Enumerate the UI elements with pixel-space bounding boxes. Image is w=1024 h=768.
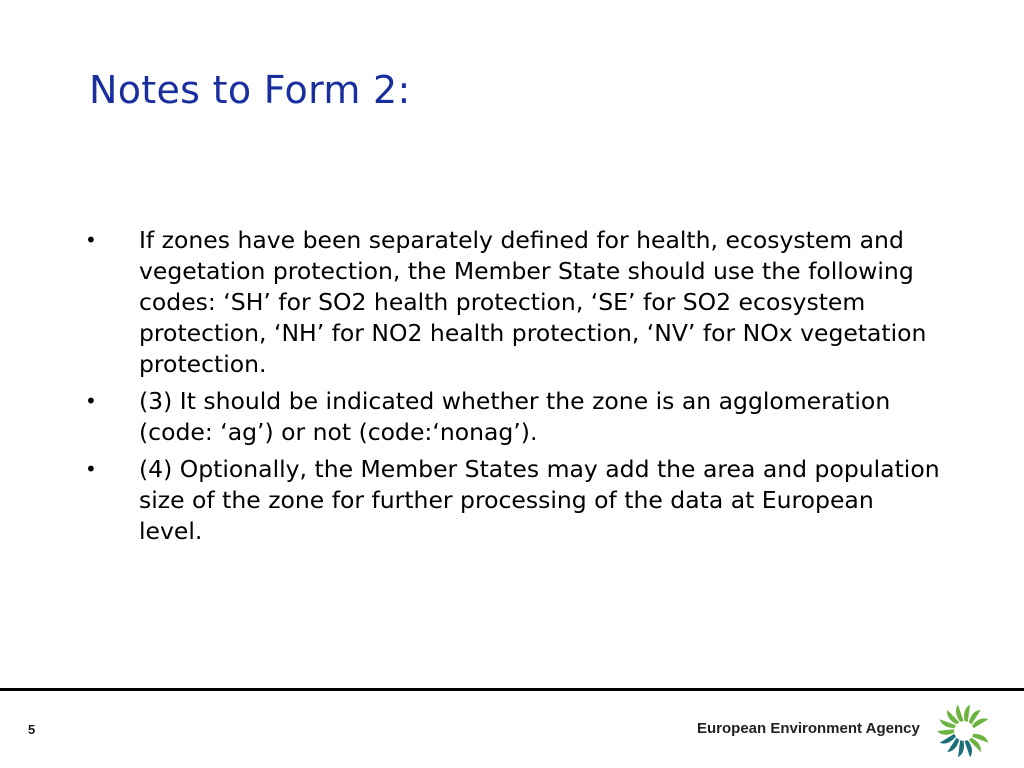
logo-petal	[964, 705, 970, 722]
logo-petal	[956, 705, 964, 722]
slide-title: Notes to Form 2:	[89, 68, 411, 112]
bullet-text: (3) It should be indicated whether the zone is an agglomeration (code: ‘ag’) or not (code:‘nonag’).	[139, 387, 891, 446]
agency-name: European Environment Agency	[697, 720, 920, 737]
logo-petal	[972, 718, 988, 728]
logo-petal	[940, 734, 956, 744]
bullet-item-area-population	[84, 454, 944, 547]
logo-petal	[958, 740, 964, 757]
bullet-text: (4) Optionally, the Member States may add the area and population size of the zone for further processing of the data at European level.	[139, 455, 940, 545]
eea-logo-icon	[934, 700, 998, 762]
bullet-item-agglomeration	[84, 386, 944, 448]
bullet-marker: •	[85, 389, 97, 413]
bullet-marker: •	[85, 457, 97, 481]
page-number: 5	[28, 722, 36, 737]
bullet-list	[84, 225, 944, 553]
bullet-item-zone-codes	[84, 225, 944, 380]
bullet-text: If zones have been separately defined for health, ecosystem and vegetation protection, the Member State should use the following codes: ‘SH’ for SO2 health protection, ‘SE’ for SO2 ecosystem protection, ‘NH’ for NO2 health protection, ‘NV’ for NOx vegetation protection.	[139, 226, 927, 378]
logo-petal	[937, 729, 954, 734]
footer-divider	[0, 688, 1024, 691]
bullet-marker: •	[85, 228, 97, 252]
logo-petal	[965, 740, 973, 757]
